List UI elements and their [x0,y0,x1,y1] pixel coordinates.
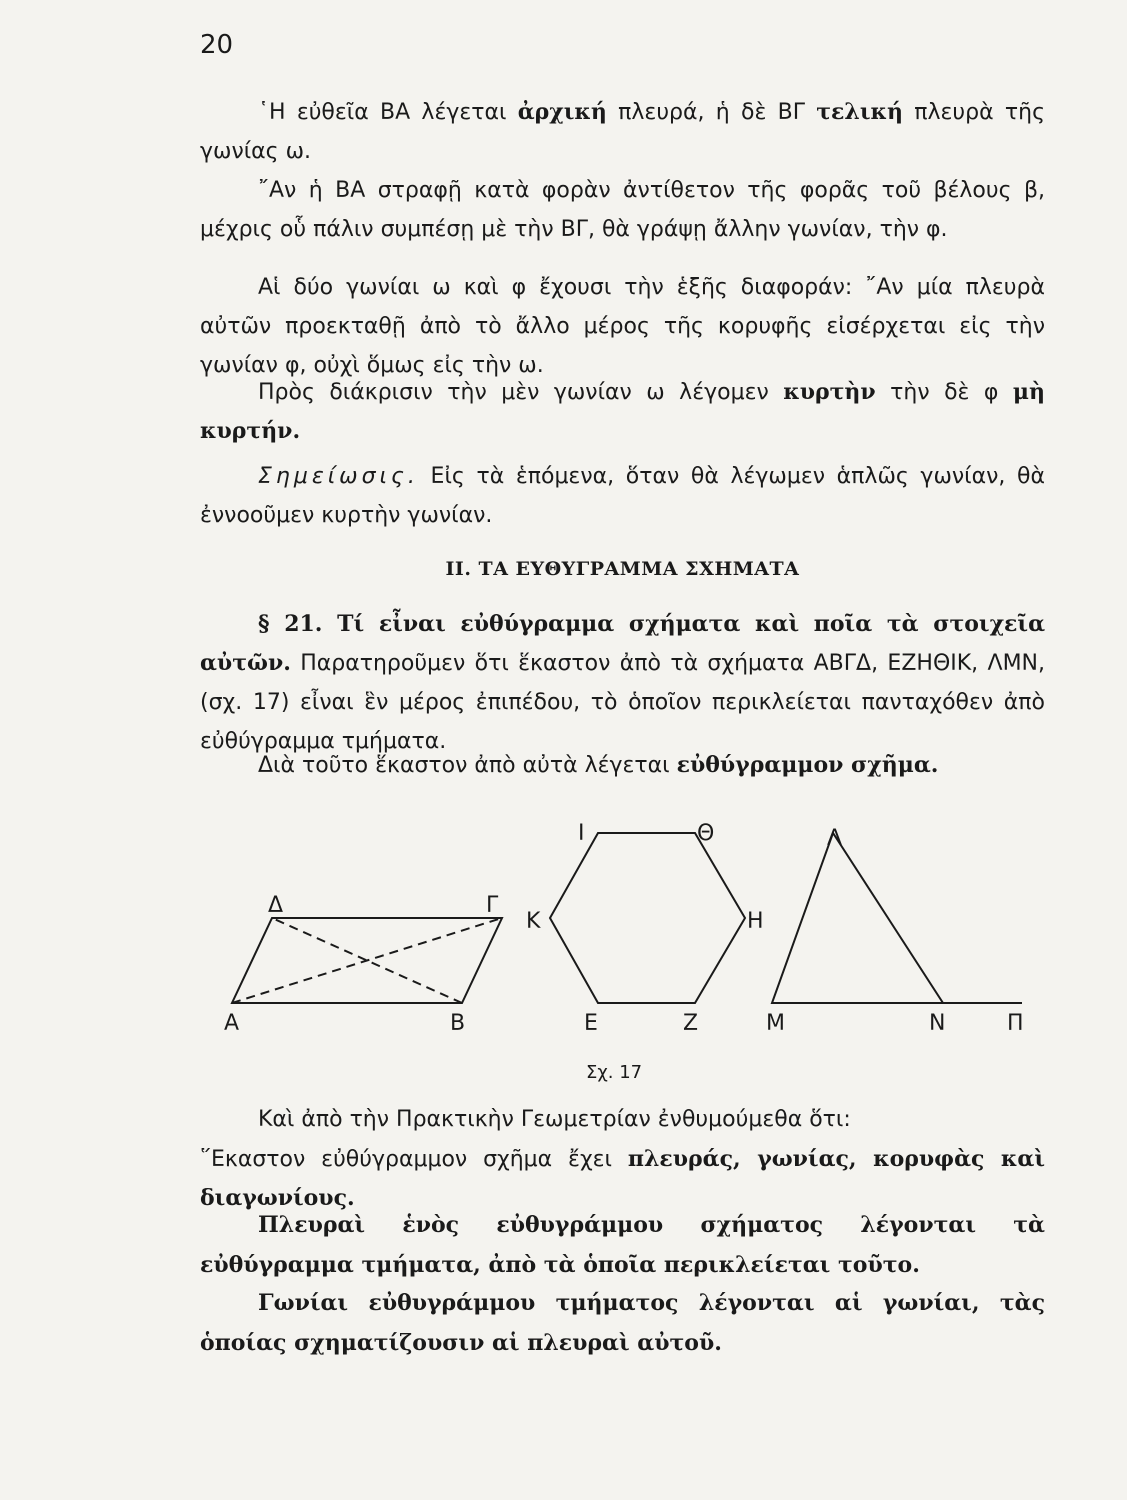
label-k: Κ [526,909,541,934]
diagonal-ag [232,918,502,1003]
section-heading: II. ΤΑ ΕΥΘΥΓΡΑΜΜΑ ΣΧΗΜΑΤΑ [445,558,800,580]
paragraph-elements: ῞Εκαστον εὐθύγραμμον σχῆμα ἔχει πλευράς, γωνίας, κορυφὰς καὶ διαγωνίους. [200,1146,1045,1211]
label-z: Ζ [683,1011,699,1036]
figure-caption: Σχ. 17 [586,1062,643,1083]
paragraph-convex: Πρὸς διάκρισιν τὴν μὲν γωνίαν ω λέγομεν κυρτὴν τὴν δὲ φ μὴ κυρτήν. [200,379,1045,444]
label-h: Η [747,909,764,934]
label-p: Π [1007,1011,1024,1036]
triangle-lmn [772,833,943,1003]
paragraph-note: Σημείωσις. Εἰς τὰ ἑπόμενα, ὅταν θὰ λέγωμεν ἁπλῶς γωνίαν, θὰ ἐννοοῦμεν κυρτὴν γωνίαν. [200,464,1045,528]
label-b: Β [450,1011,466,1036]
hexagon-ezhthik [550,833,745,1003]
label-e: Ε [584,1011,598,1036]
label-a: Α [224,1011,240,1036]
label-th: Θ [697,821,715,846]
label-l: Λ [827,826,843,851]
paragraph-angle-difference: Αἱ δύο γωνίαι ω καὶ φ ἔχουσι τὴν ἑξῆς διαφοράν: ῎Αν μία πλευρὰ αὐτῶν προεκταθῇ ἀπὸ τὸ ἄλλο μέρος τῆς κορυφῆς εἰσέρχεται εἰς τὴν γωνίαν φ, οὐχὶ ὅμως εἰς τὴν ω. [200,275,1045,378]
paragraph-sides-definition: Πλευραὶ ἑνὸς εὐθυγράμμου σχήματος λέγονται τὰ εὐθύγραμμα τμήματα, ἀπὸ τὰ ὁποῖα περικλείεται τοῦτο. [200,1212,1045,1278]
page-number: 20 [200,30,234,60]
label-n: Ν [929,1011,946,1036]
paragraph-practical-geometry: Καὶ ἀπὸ τὴν Πρακτικὴν Γεωμετρίαν ἐνθυμούμεθα ὅτι: [258,1107,851,1132]
paragraph-initial-terminal-side: ῾Η εὐθεῖα ΒΑ λέγεται ἀρχική πλευρά, ἡ δὲ ΒΓ τελική πλευρὰ τῆς γωνίας ω. [200,99,1045,164]
paragraph-rectilinear-definition: Διὰ τοῦτο ἕκαστον ἀπὸ αὐτὰ λέγεται εὐθύγραμμον σχῆμα. [258,752,939,778]
label-i: Ι [578,821,585,846]
paragraph-angles-definition: Γωνίαι εὐθυγράμμου τμήματος λέγονται αἱ γωνίαι, τὰς ὁποίας σχηματίζουσιν αἱ πλευραὶ αὐτοῦ. [200,1290,1045,1356]
label-d: Δ [268,893,284,918]
label-m: Μ [766,1011,785,1036]
paragraph-rectilinear-figures: § 21. Τί εἶναι εὐθύγραμμα σχήματα καὶ ποῖα τὰ στοιχεῖα αὐτῶν. Παρατηροῦμεν ὅτι ἕκαστον ἀπὸ τὰ σχήματα ΑΒΓΔ, ΕΖΗΘΙΚ, ΛΜΝ, (σχ. 17) εἶναι ἓν μέρος ἐπιπέδου, τὸ ὁποῖον περικλείεται πανταχόθεν ἀπὸ εὐθύγραμμα τμήματα. [200,611,1045,754]
label-g: Γ [486,893,499,918]
paragraph-rotation: ῎Αν ἡ ΒΑ στραφῇ κατὰ φορὰν ἀντίθετον τῆς φορᾶς τοῦ βέλους β, μέχρις οὗ πάλιν συμπέσῃ μὲ τὴν ΒΓ, θὰ γράψῃ ἄλλην γωνίαν, τὴν φ. [200,178,1045,242]
